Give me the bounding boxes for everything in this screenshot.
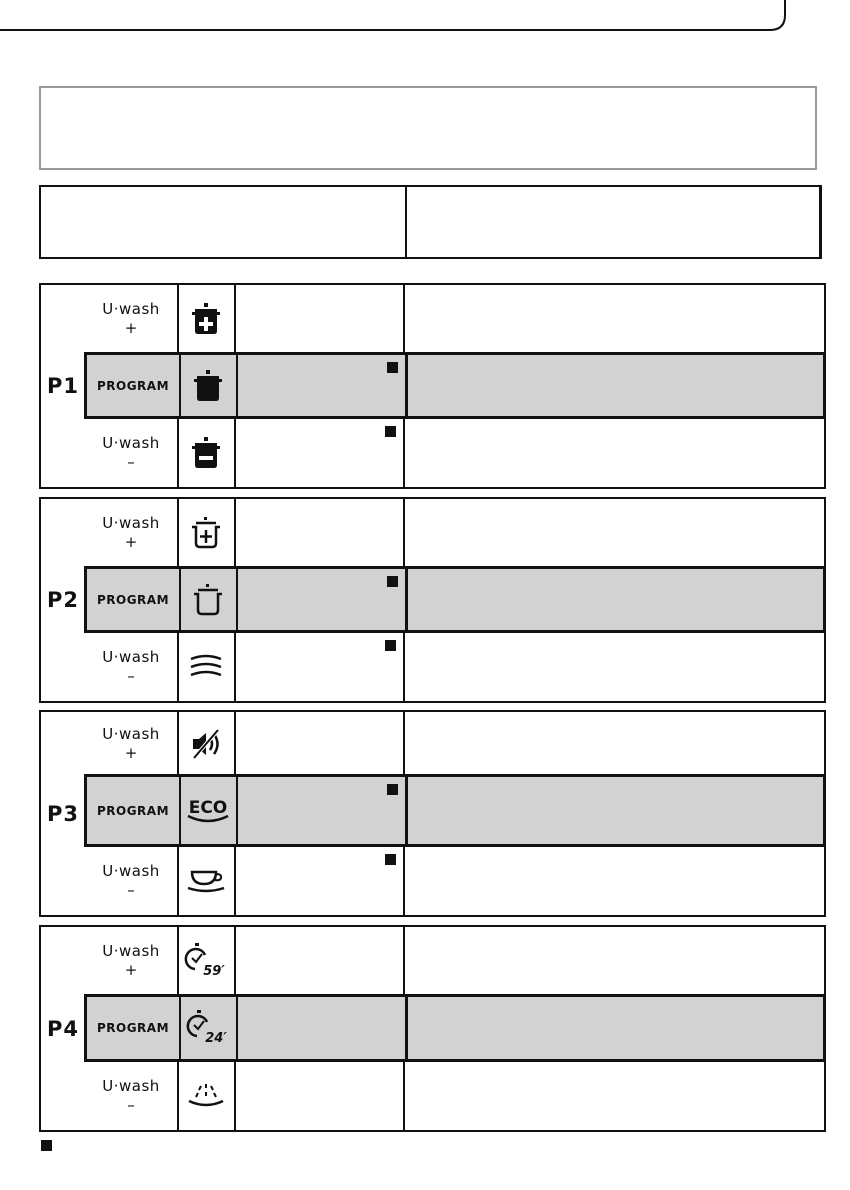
- program-name: [238, 569, 408, 630]
- marker-square: [385, 640, 396, 651]
- program-name: [236, 1062, 405, 1130]
- program-description: [407, 569, 823, 630]
- svg-text:24′: 24′: [204, 1031, 227, 1046]
- program-id: P2: [46, 588, 79, 612]
- legend-marker-square: [41, 1140, 52, 1151]
- uwash-plus-button: U·wash +: [85, 499, 179, 567]
- timer-59-icon: [177, 927, 236, 995]
- table-row: [84, 352, 826, 419]
- title-box: [39, 86, 817, 170]
- table-row: [85, 847, 824, 915]
- program-name: [238, 355, 408, 416]
- program-description: [407, 355, 823, 416]
- table-row: [84, 994, 826, 1062]
- uwash-plus-button: U·wash +: [85, 927, 179, 995]
- header-divider: [405, 187, 407, 257]
- marker-square: [387, 784, 398, 795]
- program-description: [405, 633, 824, 701]
- program-description: [405, 927, 824, 995]
- table-row: [85, 927, 824, 995]
- program-name: [236, 927, 405, 995]
- program-button: PROGRAM: [87, 997, 181, 1059]
- program-block-p1: [39, 283, 826, 489]
- program-description: [405, 1062, 824, 1130]
- uwash-minus-button: U·wash –: [85, 419, 179, 487]
- program-block-p2: [39, 497, 826, 703]
- pot-outline-icon: [179, 569, 238, 630]
- uwash-plus-button: U·wash +: [85, 712, 179, 775]
- program-block-p4: [39, 925, 826, 1132]
- eco-icon: [179, 777, 238, 844]
- program-id: P4: [46, 1016, 79, 1041]
- program-button: PROGRAM: [87, 355, 181, 416]
- program-name: [236, 712, 405, 775]
- pot-minus-solid-icon: [177, 419, 236, 487]
- program-description: [405, 712, 824, 775]
- program-name: [236, 847, 405, 915]
- table-header: [39, 185, 822, 259]
- pot-plus-outline-icon: [177, 499, 236, 567]
- marker-square: [387, 576, 398, 587]
- waves-icon: [177, 633, 236, 701]
- program-description: [405, 499, 824, 567]
- svg-text:ECO: ECO: [188, 797, 227, 818]
- page-top-rule: [0, 0, 850, 50]
- uwash-minus-button: U·wash –: [85, 1062, 179, 1130]
- table-row: [84, 774, 826, 847]
- marker-square: [385, 426, 396, 437]
- mute-icon: [177, 712, 236, 775]
- program-name: [236, 285, 405, 353]
- program-name: [238, 777, 408, 844]
- table-row: [85, 419, 824, 487]
- program-button: PROGRAM: [87, 777, 181, 844]
- timer-24-icon: [179, 997, 238, 1059]
- pot-solid-icon: [179, 355, 238, 416]
- program-id: P1: [46, 374, 79, 398]
- program-name: [238, 997, 408, 1059]
- uwash-minus-button: U·wash –: [85, 847, 179, 915]
- table-row: [85, 285, 824, 353]
- table-row: [85, 499, 824, 567]
- rinse-icon: [177, 1062, 236, 1130]
- cup-icon: [177, 847, 236, 915]
- program-description: [405, 285, 824, 353]
- program-block-p3: [39, 710, 826, 917]
- marker-square: [385, 854, 396, 865]
- program-name: [236, 419, 405, 487]
- program-description: [405, 419, 824, 487]
- table-row: [85, 633, 824, 701]
- marker-square: [387, 362, 398, 373]
- uwash-minus-button: U·wash –: [85, 633, 179, 701]
- uwash-plus-button: U·wash +: [85, 285, 179, 353]
- table-row: [85, 1062, 824, 1130]
- program-description: [405, 847, 824, 915]
- program-description: [407, 777, 823, 844]
- program-name: [236, 633, 405, 701]
- program-id: P3: [46, 801, 79, 826]
- pot-plus-solid-icon: [177, 285, 236, 353]
- program-button: PROGRAM: [87, 569, 181, 630]
- svg-text:59′: 59′: [202, 964, 225, 979]
- table-row: [85, 712, 824, 775]
- program-description: [407, 997, 823, 1059]
- program-name: [236, 499, 405, 567]
- table-row: [84, 566, 826, 633]
